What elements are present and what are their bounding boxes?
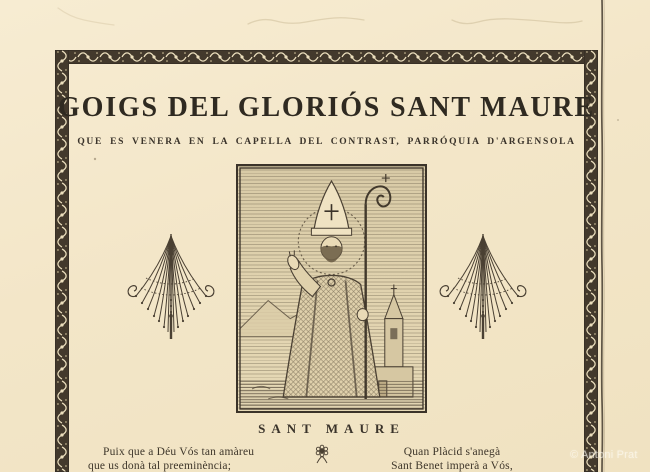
page-subtitle: QUE ES VENERA EN LA CAPELLA DEL CONTRAST, PARRÓQUIA D'ARGENSOLA [77, 137, 576, 147]
fleuron-fan-ornament-left [126, 232, 216, 340]
ornamental-border-top [55, 50, 598, 64]
page-title: GOIGS DEL GLORIÓS SANT MAURE [58, 92, 595, 123]
paper-speck [94, 158, 96, 160]
verse-line: Puix que a Déu Vós tan amàreu [103, 446, 255, 458]
left-hand [357, 309, 368, 321]
verse-column-left [88, 446, 298, 472]
copyright-watermark: © Antoni Prat [570, 449, 638, 461]
saint-face [320, 237, 342, 263]
verse-line: Sant Benet imperà a Vós, [391, 459, 513, 472]
engraving-scene [238, 166, 425, 411]
paper-speck [617, 119, 619, 121]
paper-fold-line [596, 0, 610, 472]
engraving-caption: SANT MAURE [258, 421, 405, 436]
verse-column-right [368, 446, 536, 472]
pencil-handwriting [0, 0, 650, 180]
verse-line: Quan Plàcid s'anegà [403, 446, 501, 458]
church [375, 284, 413, 396]
beard [320, 246, 342, 263]
saint-maure-engraving [236, 164, 427, 413]
mitre [311, 181, 351, 235]
rosette-ornament [314, 444, 330, 464]
fleuron-fan-ornament-right [438, 232, 528, 340]
verse-line: que us donà tal preeminència; [88, 459, 232, 472]
